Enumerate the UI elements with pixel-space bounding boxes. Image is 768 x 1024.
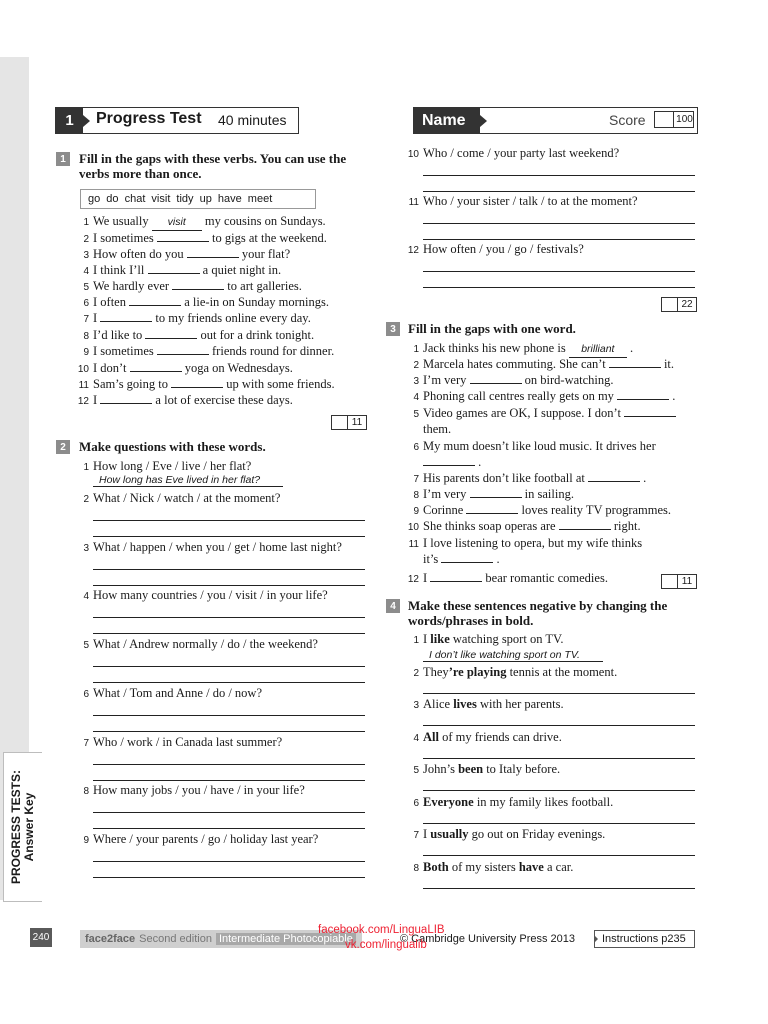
question-text: What / Tom and Anne / do / now? xyxy=(93,686,263,700)
question-text: I xyxy=(423,571,428,585)
side-tab-line2: Answer Key xyxy=(22,792,36,862)
question-row xyxy=(83,459,252,474)
answer-line[interactable] xyxy=(93,569,365,570)
answer-line[interactable] xyxy=(93,731,365,732)
bold-phrase: like xyxy=(430,632,450,646)
item-number-text: 1 xyxy=(413,344,419,355)
bold-phrase: All xyxy=(423,730,439,744)
question-row xyxy=(413,795,614,810)
question-text: a car. xyxy=(543,860,574,874)
question-text: How often / you / go / festivals? xyxy=(423,242,584,256)
answer-filled[interactable]: visit xyxy=(152,215,202,231)
question-text: How many jobs / you / have / in your life? xyxy=(93,783,305,797)
item-number-text: 7 xyxy=(413,474,419,485)
question-text: I often xyxy=(93,295,126,309)
question-row xyxy=(407,146,620,161)
name-label: Name xyxy=(414,108,480,133)
bold-phrase: have xyxy=(518,860,544,874)
item-number-text: 12 xyxy=(407,574,419,585)
question-row xyxy=(413,406,676,421)
answer-filled[interactable]: How long has Eve lived in her flat? xyxy=(93,474,283,487)
question-text: of my sisters xyxy=(448,860,519,874)
answer-blank[interactable] xyxy=(430,571,482,582)
question-row xyxy=(77,393,293,408)
question-row xyxy=(413,389,676,404)
item-number-text: 9 xyxy=(413,506,419,517)
answer-line[interactable] xyxy=(93,715,365,716)
item-number-text: 2 xyxy=(413,668,419,679)
question-text: I don’t xyxy=(93,361,127,375)
question-row-continued xyxy=(423,552,500,567)
name-score-box xyxy=(413,107,698,134)
question-text: with her parents. xyxy=(476,697,564,711)
item-number-text: 7 xyxy=(413,830,419,841)
section-number: 3 xyxy=(386,322,400,336)
question-row xyxy=(83,295,330,310)
item-number-text: 1 xyxy=(83,217,89,228)
question-text: . xyxy=(629,341,634,355)
question-text: Jack thinks his new phone is xyxy=(423,341,566,355)
answer-line[interactable] xyxy=(93,764,365,765)
question-text: out for a drink tonight. xyxy=(200,328,315,342)
question-text: it. xyxy=(663,357,675,371)
item-number-text: 6 xyxy=(83,689,89,700)
answer-blank[interactable] xyxy=(148,263,200,274)
question-row xyxy=(407,242,584,257)
question-text: to gigs at the weekend. xyxy=(212,231,327,245)
question-text: to my friends online every day. xyxy=(155,311,311,325)
item-number-text: 6 xyxy=(413,798,419,809)
question-row xyxy=(83,637,318,652)
section-instruction: Fill in the gaps with these verbs. You can use the verbs more than once. xyxy=(79,151,347,181)
question-text: . xyxy=(672,389,676,403)
question-row xyxy=(413,827,606,842)
question-text: How long / Eve / live / her flat? xyxy=(93,459,252,473)
instructions-ref xyxy=(594,930,695,948)
item-number-text: 8 xyxy=(83,331,89,342)
question-text: loves reality TV programmes. xyxy=(521,503,672,517)
question-text: How many countries / you / visit / in your life? xyxy=(93,588,328,602)
answer-line[interactable] xyxy=(423,758,695,759)
question-row xyxy=(83,588,328,603)
item-number-text: 12 xyxy=(407,245,419,256)
question-row xyxy=(407,519,641,534)
question-row-continued xyxy=(423,455,481,470)
answer-blank[interactable] xyxy=(129,295,181,306)
question-text: in my family likes football. xyxy=(473,795,614,809)
answer-line[interactable] xyxy=(423,693,695,694)
answer-line[interactable] xyxy=(423,287,695,288)
answer-filled[interactable]: I don’t like watching sport on TV. xyxy=(423,649,603,662)
answer-blank[interactable] xyxy=(100,311,152,322)
question-text: I xyxy=(93,311,98,325)
question-text: Video games are OK, I suppose. I don’t xyxy=(423,406,621,420)
item-number-text: 9 xyxy=(83,347,89,358)
question-row xyxy=(413,487,574,502)
question-row xyxy=(413,762,561,777)
answer-blank[interactable] xyxy=(470,373,522,384)
question-text: Sam’s going to xyxy=(93,377,169,391)
edition: Second edition xyxy=(139,933,212,945)
question-row xyxy=(83,783,305,798)
bold-phrase: Everyone xyxy=(423,795,474,809)
item-number-text: 7 xyxy=(83,738,89,749)
question-row xyxy=(83,214,326,231)
item-number-text: 12 xyxy=(77,396,89,407)
question-text: a lot of exercise these days. xyxy=(155,393,293,407)
answer-blank[interactable] xyxy=(423,455,475,466)
question-row xyxy=(408,536,643,551)
answer-blank[interactable] xyxy=(466,503,518,514)
item-number-text: 4 xyxy=(413,733,419,744)
question-row xyxy=(413,632,564,647)
answer-line[interactable] xyxy=(93,666,365,667)
instructions-label: Instructions p235 xyxy=(602,933,686,945)
answer-blank[interactable] xyxy=(187,247,239,258)
question-text: I xyxy=(423,632,431,646)
question-row xyxy=(83,540,342,555)
answer-blank[interactable] xyxy=(100,393,152,404)
answer-blank[interactable] xyxy=(588,471,640,482)
question-text: We hardly ever xyxy=(93,279,170,293)
question-text: What / Andrew normally / do / the weekend? xyxy=(93,637,318,651)
answer-line[interactable] xyxy=(93,520,365,521)
item-number-text: 11 xyxy=(408,197,419,208)
item-number-text: 5 xyxy=(413,409,419,420)
question-text: I’d like to xyxy=(93,328,143,342)
answer-blank[interactable] xyxy=(559,519,611,530)
copyright: © Cambridge University Press 2013 xyxy=(400,933,576,945)
item-number-text: 8 xyxy=(83,786,89,797)
question-row xyxy=(413,439,656,454)
item-number-text: 7 xyxy=(83,314,89,325)
side-tab-line1: PROGRESS TESTS: xyxy=(9,769,23,885)
answer-line[interactable] xyxy=(93,682,365,683)
question-row xyxy=(413,503,672,518)
question-text: I think I’ll xyxy=(93,263,145,277)
question-text: They xyxy=(423,665,449,679)
item-number-text: 4 xyxy=(413,392,419,403)
question-text: them. xyxy=(423,422,452,436)
answer-blank[interactable] xyxy=(130,361,182,372)
question-text: tennis at the moment. xyxy=(506,665,618,679)
item-number-text: 5 xyxy=(83,282,89,293)
item-number-text: 3 xyxy=(83,543,89,554)
question-text: . xyxy=(478,455,482,469)
question-text: I’m very xyxy=(423,487,467,501)
answer-line[interactable] xyxy=(423,725,695,726)
answer-line[interactable] xyxy=(93,828,365,829)
question-row xyxy=(77,361,293,376)
question-text: How often do you xyxy=(93,247,184,261)
arrow-icon xyxy=(594,935,598,943)
question-text: up with some friends. xyxy=(226,377,335,391)
answer-line[interactable] xyxy=(93,536,365,537)
item-number-text: 2 xyxy=(413,360,419,371)
section-score: 22 xyxy=(677,298,696,311)
answer-line[interactable] xyxy=(423,823,695,824)
question-text: Corinne xyxy=(423,503,464,517)
answer-line[interactable] xyxy=(423,790,695,791)
question-text: I xyxy=(93,393,98,407)
score-label: Score xyxy=(609,112,646,128)
answer-blank[interactable] xyxy=(470,487,522,498)
question-text: My mum doesn’t like loud music. It drives her xyxy=(423,439,656,453)
question-row xyxy=(83,231,327,246)
arrow-icon xyxy=(83,115,90,127)
question-row xyxy=(408,194,638,209)
question-text: right. xyxy=(613,519,641,533)
question-text: Who / your sister / talk / to at the moment? xyxy=(423,194,638,208)
item-number-text: 5 xyxy=(83,640,89,651)
answer-blank[interactable] xyxy=(157,231,209,242)
answer-line[interactable] xyxy=(423,175,695,176)
item-number-text: 6 xyxy=(413,442,419,453)
item-number-text: 3 xyxy=(413,700,419,711)
item-number-text: 2 xyxy=(83,494,89,505)
bold-phrase: been xyxy=(458,762,484,776)
question-text: a quiet night in. xyxy=(202,263,282,277)
question-text: Where / your parents / go / holiday last year? xyxy=(93,832,319,846)
page-number: 240 xyxy=(30,928,52,947)
answer-blank[interactable] xyxy=(609,357,661,368)
question-text: of my friends can drive. xyxy=(438,730,562,744)
question-row xyxy=(407,571,608,586)
test-duration: 40 minutes xyxy=(218,112,287,128)
answer-line[interactable] xyxy=(423,239,695,240)
answer-blank[interactable] xyxy=(624,406,676,417)
answer-line[interactable] xyxy=(93,877,365,878)
answer-line[interactable] xyxy=(93,780,365,781)
section-score-box xyxy=(661,574,697,589)
question-text: Phoning call centres really gets on my xyxy=(423,389,614,403)
question-text: watching sport on TV. xyxy=(449,632,564,646)
section-instruction: Make questions with these words. xyxy=(79,439,266,454)
item-number-text: 4 xyxy=(83,266,89,277)
question-row xyxy=(413,471,647,486)
question-text: . xyxy=(643,471,647,485)
question-row xyxy=(413,665,618,680)
question-row xyxy=(83,279,302,294)
question-text: it’s xyxy=(423,552,439,566)
question-text: We usually xyxy=(93,214,149,228)
item-number-text: 1 xyxy=(83,462,89,473)
item-number-text: 11 xyxy=(78,380,89,391)
question-row xyxy=(83,344,335,359)
bold-phrase: Both xyxy=(423,860,449,874)
watermark-vk[interactable]: vk.com/lingualib xyxy=(345,939,427,951)
question-row xyxy=(83,263,282,278)
question-text: to art galleries. xyxy=(227,279,302,293)
question-text: I xyxy=(423,827,431,841)
section-number: 1 xyxy=(56,152,70,166)
answer-line[interactable] xyxy=(93,585,365,586)
question-text: I’m very xyxy=(423,373,467,387)
question-text: my cousins on Sundays. xyxy=(204,214,326,228)
item-number-text: 8 xyxy=(413,490,419,501)
question-row xyxy=(83,328,315,343)
answer-blank[interactable] xyxy=(617,389,669,400)
score-total: 100 xyxy=(673,112,695,127)
question-row xyxy=(413,730,562,745)
answer-blank[interactable] xyxy=(171,377,223,388)
question-text: friends round for dinner. xyxy=(212,344,335,358)
test-title: Progress Test xyxy=(96,110,202,127)
section-score-box xyxy=(331,415,367,430)
item-number-text: 8 xyxy=(413,863,419,874)
bold-phrase: usually xyxy=(430,827,469,841)
question-text: Who / come / your party last weekend? xyxy=(423,146,620,160)
question-row xyxy=(83,491,281,506)
answer-blank[interactable] xyxy=(172,279,224,290)
bold-phrase: lives xyxy=(453,697,477,711)
brand: face2face xyxy=(85,933,136,945)
item-number-text: 11 xyxy=(408,539,419,550)
total-score-box xyxy=(654,111,694,128)
question-text: bear romantic comedies. xyxy=(485,571,608,585)
question-row xyxy=(78,377,335,392)
question-text: She thinks soap operas are xyxy=(423,519,556,533)
section-instruction: Make these sentences negative by changing the words/phrases in bold. xyxy=(408,598,668,628)
watermark-facebook[interactable]: facebook.com/LinguaLIB xyxy=(318,924,445,936)
question-text: What / Nick / watch / at the moment? xyxy=(93,491,281,505)
item-number-text: 5 xyxy=(413,765,419,776)
question-text: Marcela hates commuting. She can’t xyxy=(423,357,606,371)
question-row xyxy=(83,247,291,262)
question-text: a lie-in on Sunday mornings. xyxy=(184,295,330,309)
item-number-text: 10 xyxy=(77,364,89,375)
question-row-continued xyxy=(423,422,451,437)
question-row xyxy=(83,686,263,701)
question-text: John’s xyxy=(423,762,459,776)
question-text: Who / work / in Canada last summer? xyxy=(93,735,283,749)
question-row xyxy=(413,357,675,372)
answer-line[interactable] xyxy=(423,191,695,192)
answer-line[interactable] xyxy=(93,812,365,813)
answer-blank[interactable] xyxy=(145,328,197,339)
answer-blank[interactable] xyxy=(441,552,493,563)
item-number-text: 3 xyxy=(83,250,89,261)
word-box: go do chat visit tidy up have meet xyxy=(80,189,316,209)
item-number-text: 10 xyxy=(407,522,419,533)
question-text: to Italy before. xyxy=(483,762,561,776)
answer-line[interactable] xyxy=(423,223,695,224)
question-row xyxy=(83,311,311,326)
item-number-text: 2 xyxy=(83,234,89,245)
question-row xyxy=(413,373,614,388)
answer-line[interactable] xyxy=(93,861,365,862)
answer-filled[interactable]: brilliant xyxy=(569,342,627,358)
question-row xyxy=(83,735,283,750)
answer-blank[interactable] xyxy=(157,344,209,355)
test-title-box xyxy=(55,107,299,134)
question-text: . xyxy=(496,552,500,566)
question-row xyxy=(413,697,564,712)
question-text: I sometimes xyxy=(93,344,154,358)
question-text: Alice xyxy=(423,697,454,711)
item-number-text: 3 xyxy=(413,376,419,387)
question-row xyxy=(83,832,319,847)
question-text: go out on Friday evenings. xyxy=(468,827,606,841)
section-score: 11 xyxy=(677,575,696,588)
answer-line[interactable] xyxy=(93,617,365,618)
answer-line[interactable] xyxy=(423,271,695,272)
question-text: What / happen / when you / get / home last night? xyxy=(93,540,342,554)
arrow-icon xyxy=(480,115,487,127)
section-number: 2 xyxy=(56,440,70,454)
item-number-text: 1 xyxy=(413,635,419,646)
section-score-box xyxy=(661,297,697,312)
question-text: His parents don’t like football at xyxy=(423,471,585,485)
answer-line[interactable] xyxy=(93,633,365,634)
section-number: 4 xyxy=(386,599,400,613)
side-tab xyxy=(3,752,42,902)
answer-line[interactable] xyxy=(423,855,695,856)
section-score: 11 xyxy=(347,416,366,429)
question-text: yoga on Wednesdays. xyxy=(184,361,293,375)
test-number: 1 xyxy=(56,108,83,133)
answer-line[interactable] xyxy=(423,888,695,889)
section-instruction: Fill in the gaps with one word. xyxy=(408,321,576,336)
question-text: in sailing. xyxy=(524,487,574,501)
question-text: I sometimes xyxy=(93,231,154,245)
bold-phrase: ’re playing xyxy=(448,665,507,679)
item-number-text: 4 xyxy=(83,591,89,602)
question-row xyxy=(413,860,574,875)
level: Intermediate Photocopiable xyxy=(216,933,356,945)
item-number-text: 6 xyxy=(83,298,89,309)
item-number-text: 9 xyxy=(83,835,89,846)
question-text: I love listening to opera, but my wife thinks xyxy=(423,536,643,550)
question-text: on bird-watching. xyxy=(524,373,614,387)
question-row xyxy=(413,341,634,358)
item-number-text: 10 xyxy=(407,149,419,160)
question-text: your flat? xyxy=(241,247,291,261)
